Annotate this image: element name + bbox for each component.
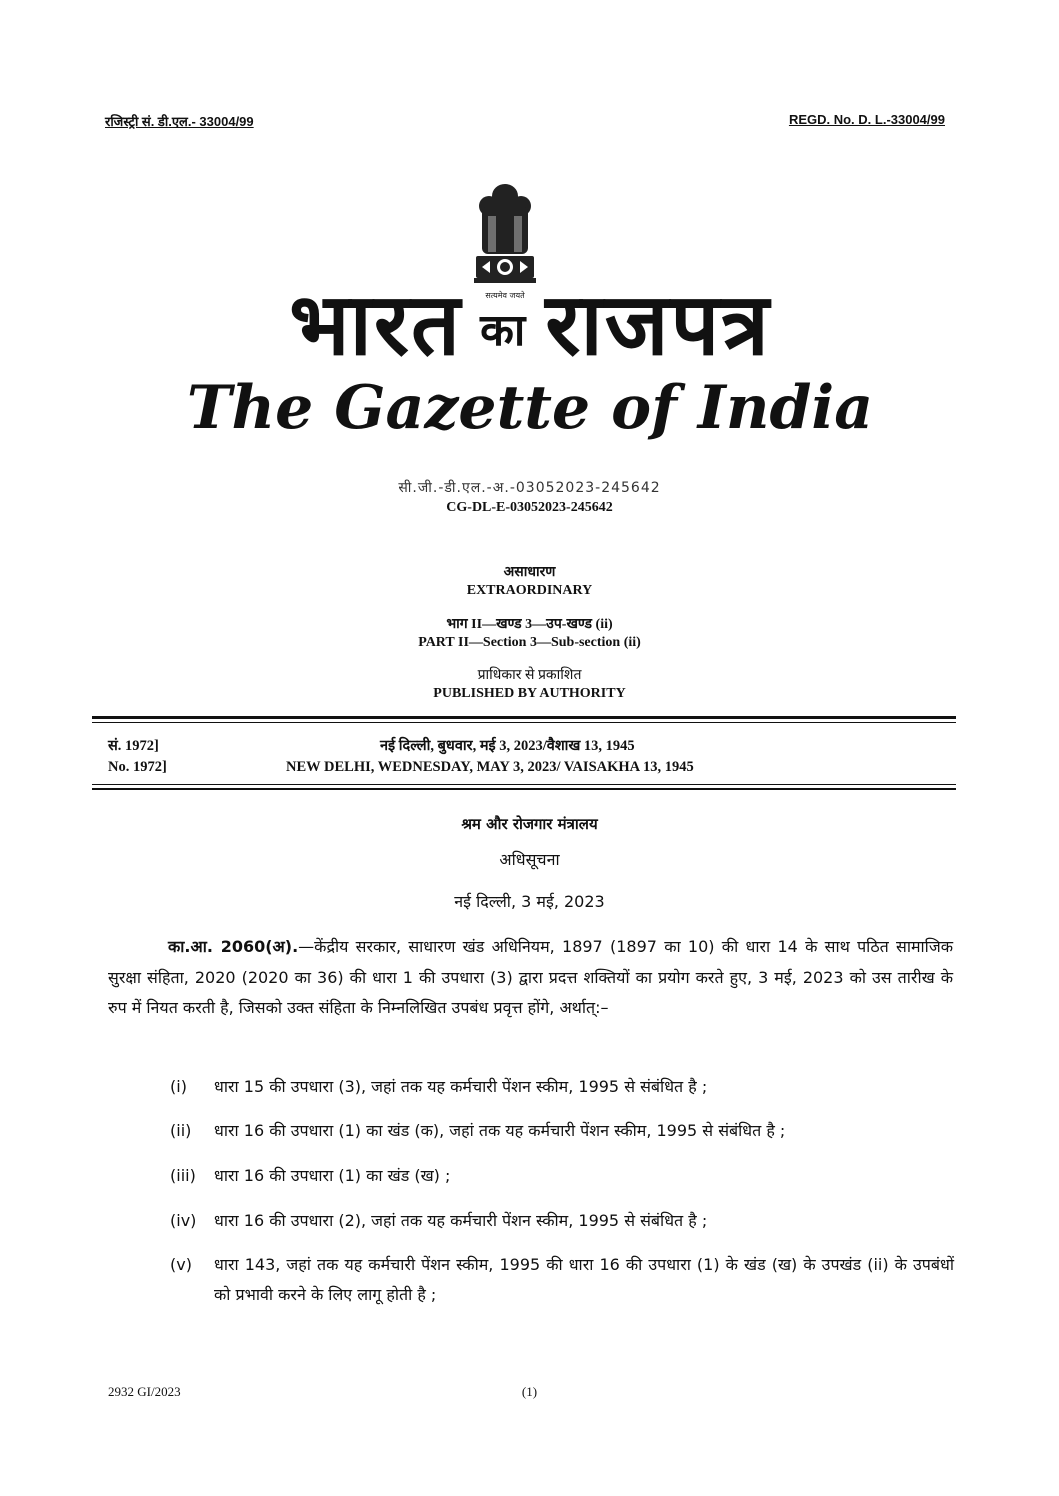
hindi-title-rajpatra: राजपत्र <box>545 275 771 375</box>
issue-number-english: No. 1972] <box>108 759 167 775</box>
issue-dateline-hindi: नई दिल्ली, बुधवार, मई 3, 2023/वैशाख 13, 1945 <box>380 738 635 754</box>
list-item-number: (iv) <box>170 1211 197 1230</box>
footer-code: 2932 GI/2023 <box>108 1384 181 1399</box>
extraordinary-hindi: असाधारण <box>503 565 556 580</box>
list-item-number: (ii) <box>170 1121 192 1140</box>
top-rule-double-2 <box>92 722 956 723</box>
top-rule-double-1 <box>92 716 956 719</box>
registration-number-english: REGD. No. D. L.-33004/99 <box>788 112 945 127</box>
place-date: नई दिल्ली, 3 मई, 2023 <box>454 892 605 911</box>
extraordinary-english: EXTRAORDINARY <box>466 583 593 598</box>
issue-number-hindi: सं. 1972] <box>108 738 159 754</box>
list-item-text: धारा 16 की उपधारा (1) का खंड (ख) ; <box>214 1166 451 1185</box>
issue-dateline-english: NEW DELHI, WEDNESDAY, MAY 3, 2023/ VAISAKHA 13, 1945 <box>286 759 694 775</box>
bottom-rule-2 <box>92 788 956 790</box>
list-item-text: धारा 15 की उपधारा (3), जहां तक यह कर्मचारी पेंशन स्कीम, 1995 से संबंधित है ; <box>214 1077 708 1096</box>
ministry-name: श्रम और रोजगार मंत्रालय <box>461 815 598 833</box>
english-masthead-title: The Gazette of India <box>186 373 874 443</box>
bottom-rule-1 <box>92 784 956 785</box>
published-by-authority-hindi: प्राधिकार से प्रकाशित <box>477 668 582 683</box>
list-item-text: धारा 143, जहां तक यह कर्मचारी पेंशन स्कीम, 1995 की धारा 16 की उपधारा (1) के खंड (ख) के उपखंड (ii) के उपबंधों को प्रभावी करने के लिए लागू होती है ; <box>214 1255 954 1304</box>
hindi-title-bharat: भारत <box>289 275 463 375</box>
part-section-hindi: भाग II—खण्ड 3—उप-खण्ड (ii) <box>446 617 613 632</box>
notification-heading: अधिसूचना <box>499 850 560 869</box>
registration-number-hindi: रजिस्ट्री सं. डी.एल.- 33004/99 <box>105 114 254 129</box>
list-item-number: (iii) <box>170 1166 196 1185</box>
list-item-number: (i) <box>170 1077 187 1096</box>
published-by-authority-english: PUBLISHED BY AUTHORITY <box>433 686 626 701</box>
notification-reference: का.आ. 2060(अ). <box>168 937 299 956</box>
list-item-text: धारा 16 की उपधारा (2), जहां तक यह कर्मचारी पेंशन स्कीम, 1995 से संबंधित है ; <box>214 1211 708 1230</box>
gazette-code-hindi: सी.जी.-डी.एल.-अ.-03052023-245642 <box>398 480 661 496</box>
emblem-caption: सत्यमेव जयते <box>485 291 525 300</box>
page-number: (1) <box>521 1384 538 1399</box>
notification-body <box>108 932 953 1024</box>
gazette-code-english: CG-DL-E-03052023-245642 <box>446 500 613 515</box>
list-item-text: धारा 16 की उपधारा (1) का खंड (क), जहां तक यह कर्मचारी पेंशन स्कीम, 1995 से संबंधित है ; <box>214 1121 786 1140</box>
part-section-english: PART II—Section 3—Sub-section (ii) <box>418 635 641 650</box>
list-item-number: (v) <box>170 1255 192 1274</box>
notification-body-text: —केंद्रीय सरकार, साधारण खंड अधिनियम, 1897 (1897 का 10) की धारा 14 के साथ पठित सामाजिक सुरक्षा संहिता, 2020 (2020 का 36) की धारा 1 की उपधारा (3) द्वारा प्रदत्त शक्तियों का प्रयोग करते हुए, 3 मई, 2023 को उस तारीख के रुप में नियत करती है, जिसको उक्त संहिता के निम्नलिखित उपबंध प्रवृत्त होंगे, अर्थात्:– <box>108 937 953 1017</box>
hindi-title-connector: का <box>480 304 528 356</box>
